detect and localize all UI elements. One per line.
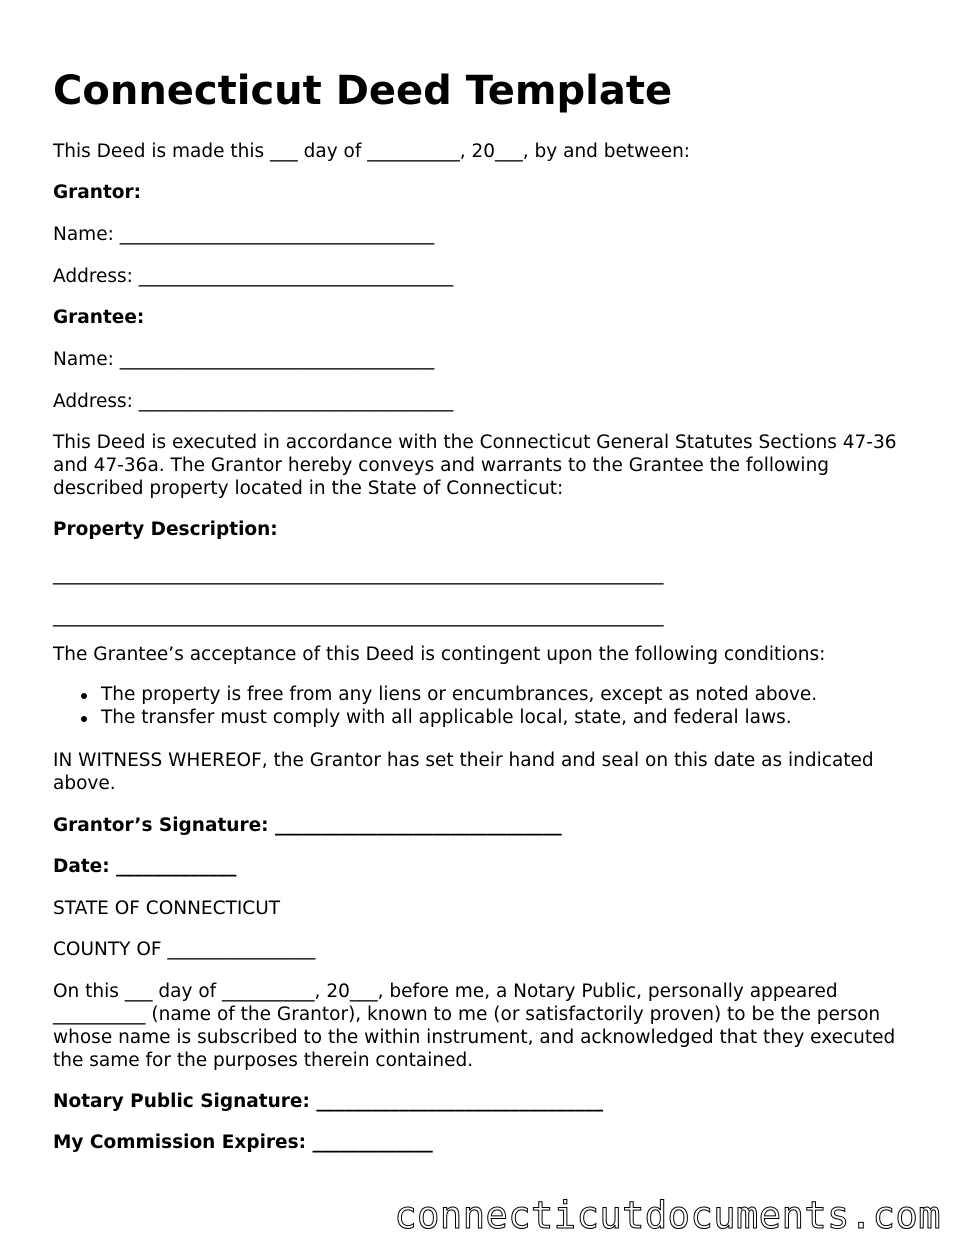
conditions-list (53, 684, 817, 729)
commission-expires-field (53, 1131, 433, 1154)
grantee-heading: Grantee: (53, 307, 145, 328)
page-title: Connecticut Deed Template (53, 68, 673, 114)
notary-signature-field (53, 1090, 603, 1113)
county-field: COUNTY OF ________________ (53, 939, 316, 960)
list-item: The transfer must comply with all applicable local, state, and federal laws. (101, 707, 817, 730)
witness-paragraph: IN WITNESS WHEREOF, the Grantor has set their hand and seal on this date as indicated above. (53, 750, 874, 794)
grantor-signature-field (53, 814, 562, 837)
commission-line: _____________ (312, 1132, 433, 1153)
site-watermark: connecticutdocuments.com (394, 1194, 941, 1237)
date-field (53, 855, 236, 878)
date-line: _____________ (116, 856, 237, 877)
list-item: The property is free from any liens or encumbrances, except as noted above. (101, 684, 818, 705)
notary-paragraph: On this ___ day of __________, 20___, before me, a Notary Public, personally appeared __________ (name of the Grantor), known to me (or satisfactorily proven) to be the person whose name is subscribed to the within instrument, and acknowledged that they executed the same for the purposes therein contained. (53, 981, 896, 1071)
notary-signature-label: Notary Public Signature: (53, 1091, 310, 1112)
grantor-address-field: Address: __________________________________ (53, 266, 454, 287)
date-label: Date: (53, 856, 110, 877)
state-label: STATE OF CONNECTICUT (53, 898, 281, 919)
property-description-heading: Property Description: (53, 519, 278, 540)
grantee-address-field: Address: __________________________________ (53, 391, 454, 412)
notary-signature-line: _______________________________ (316, 1091, 604, 1112)
grantee-name-field: Name: __________________________________ (53, 349, 435, 370)
commission-label: My Commission Expires: (53, 1132, 307, 1153)
conditions-intro: The Grantee’s acceptance of this Deed is contingent upon the following conditions: (53, 644, 826, 665)
property-description-line: __________________________________________________________________ (53, 564, 664, 585)
intro-text: This Deed is made this ___ day of __________, 20___, by and between: (53, 141, 691, 162)
property-description-line: __________________________________________________________________ (53, 606, 664, 627)
grantor-heading: Grantor: (53, 182, 142, 203)
grantor-signature-label: Grantor’s Signature: (53, 815, 269, 836)
statute-paragraph: This Deed is executed in accordance with the Connecticut General Statutes Sections 47-36 and 47-36a. The Grantor hereby conveys and warrants to the Grantee the following described property located in the State of Connecticut: (53, 432, 897, 499)
grantor-signature-line: _______________________________ (275, 815, 562, 836)
grantor-name-field: Name: __________________________________ (53, 224, 435, 245)
